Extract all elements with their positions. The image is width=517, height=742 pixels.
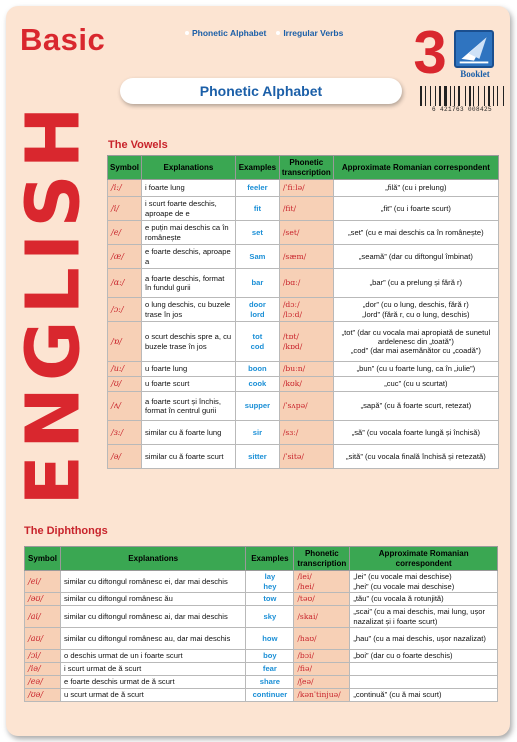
barcode-bar (469, 86, 471, 106)
correspondent-cell: „să” (cu vocala foarte lungă și închisă) (333, 421, 498, 445)
header-symbol: Symbol (108, 156, 142, 180)
phonetic-symbol: /i:/ (108, 180, 142, 197)
barcode-bar (480, 86, 483, 106)
barcode-bar (448, 86, 449, 106)
explanation-cell: e foarte deschis urmat de ă scurt (60, 676, 245, 689)
barcode-bar (452, 86, 454, 106)
phonetic-symbol: /i/ (108, 197, 142, 221)
phonetic-symbol: /iə/ (25, 663, 61, 676)
barcode-bar (467, 86, 468, 106)
phonetic-symbol: /e/ (108, 221, 142, 245)
diphthongs-title: The Diphthongs (24, 525, 108, 537)
barcode-bar (427, 86, 430, 106)
page-title: Phonetic Alphabet (120, 78, 402, 104)
explanation-cell: u scurt urmat de ă scurt (60, 689, 245, 702)
table-row (25, 650, 498, 663)
barcode (420, 86, 504, 114)
nav-item-phonetic[interactable]: Phonetic Alphabet (185, 28, 266, 38)
diphthongs-header-row (25, 547, 498, 571)
diphthongs-table (24, 546, 498, 702)
example-word: Sam (235, 245, 279, 269)
explanation-cell: similar cu diftongul românesc ai, dar mai deschis (60, 606, 245, 628)
header-explanations: Explanations (60, 547, 245, 571)
transcription-cell: /ˈsitə/ (279, 445, 333, 469)
example-word: cook (235, 377, 279, 392)
phonetic-symbol: /ʊə/ (25, 689, 61, 702)
correspondent-cell: „boi” (dar cu o foarte deschis) (350, 650, 498, 663)
transcription-cell: /ʃeə/ (294, 676, 350, 689)
phonetic-symbol: /ɔi/ (25, 650, 61, 663)
table-row (108, 221, 499, 245)
table-row (25, 689, 498, 702)
correspondent-cell: „seamă” (dar cu diftongul îmbinat) (333, 245, 498, 269)
example-word: boon (235, 362, 279, 377)
correspondent-cell (350, 663, 498, 676)
example-word: supper (235, 392, 279, 421)
transcription-cell: /bɔi/ (294, 650, 350, 663)
transcription-cell: /set/ (279, 221, 333, 245)
example-word: sky (246, 606, 294, 628)
transcription-cell: /sæm/ (279, 245, 333, 269)
barcode-bar (478, 86, 479, 106)
barcode-bar (488, 86, 490, 106)
correspondent-cell: „bar” (cu a prelung și fără r) (333, 269, 498, 298)
phonetic-symbol: /ɜ:/ (108, 421, 142, 445)
barcode-bar (437, 86, 438, 106)
transcription-cell: /fiə/ (294, 663, 350, 676)
example-word: lay hey (246, 571, 294, 593)
example-word: boy (246, 650, 294, 663)
barcode-bar (454, 86, 455, 106)
example-word: tot cod (235, 322, 279, 362)
vowels-title: The Vowels (108, 139, 168, 151)
example-word: sitter (235, 445, 279, 469)
barcode-bar (423, 86, 424, 106)
example-word: bar (235, 269, 279, 298)
explanation-cell: similar cu ă foarte scurt (141, 445, 235, 469)
explanation-cell: o scurt deschis spre a, cu buzele trase în jos (141, 322, 235, 362)
explanation-cell: o deschis urmat de un i foarte scurt (60, 650, 245, 663)
transcription-cell: /skai/ (294, 606, 350, 628)
barcode-bar (430, 86, 431, 106)
barcode-bar (473, 86, 474, 106)
vowels-header-row (108, 156, 499, 180)
booklet-logo-icon (454, 30, 494, 68)
example-word: fit (235, 197, 279, 221)
table-row (108, 269, 499, 298)
header-transcription: Phonetic transcription (279, 156, 333, 180)
transcription-cell: /sɜː/ (279, 421, 333, 445)
explanation-cell: e puțin mai deschis ca în românește (141, 221, 235, 245)
explanation-cell: e foarte deschis, aproape a (141, 245, 235, 269)
barcode-bars (420, 86, 504, 106)
table-row (25, 663, 498, 676)
phonetic-symbol: /aʊ/ (25, 628, 61, 650)
phonetic-symbol: /əʊ/ (25, 593, 61, 606)
correspondent-cell: „bun” (cu u foarte lung, ca în „iulie”) (333, 362, 498, 377)
phonetic-symbol: /eə/ (25, 676, 61, 689)
correspondent-cell: „fit” (cu i foarte scurt) (333, 197, 498, 221)
explanation-cell: similar cu ă foarte lung (141, 421, 235, 445)
correspondent-cell: „scai” (cu a mai deschis, mai lung, ușor nazalizat și i foarte scurt) (350, 606, 498, 628)
barcode-bar (450, 86, 451, 106)
vowels-table (107, 155, 499, 469)
booklet-label: Booklet (460, 69, 490, 79)
phonetic-symbol: /ɔ:/ (108, 298, 142, 322)
correspondent-cell (350, 676, 498, 689)
phonetic-symbol: /ei/ (25, 571, 61, 593)
barcode-bar (472, 86, 473, 106)
correspondent-cell: „lei” (cu vocale mai deschise) „hei” (cu vocale mai deschise) (350, 571, 498, 593)
correspondent-cell: „filă” (cu i prelung) (333, 180, 498, 197)
example-word: fear (246, 663, 294, 676)
barcode-bar (465, 86, 466, 106)
table-row (108, 445, 499, 469)
barcode-bar (435, 86, 436, 106)
explanation-cell: u foarte scurt (141, 377, 235, 392)
phonetic-symbol: /ə/ (108, 445, 142, 469)
barcode-bar (484, 86, 485, 106)
example-word: tow (246, 593, 294, 606)
header-symbol: Symbol (25, 547, 61, 571)
table-row (25, 676, 498, 689)
barcode-bar (461, 86, 464, 106)
transcription-cell: /buːn/ (279, 362, 333, 377)
transcription-cell: /ˈfiːlə/ (279, 180, 333, 197)
explanation-cell: i foarte lung (141, 180, 235, 197)
barcode-bar (442, 86, 443, 106)
barcode-bar (456, 86, 457, 106)
phonetic-symbol: /ʌ/ (108, 392, 142, 421)
correspondent-cell: „set” (cu e mai deschis ca în românește) (333, 221, 498, 245)
explanation-cell: a foarte deschis, format în fundul gurii (141, 269, 235, 298)
barcode-number: 6 421763 008425 (431, 106, 492, 113)
barcode-bar (486, 86, 487, 106)
transcription-cell: /təʊ/ (294, 593, 350, 606)
transcription-cell: /bɑː/ (279, 269, 333, 298)
correspondent-cell: „hau” (cu a mai deschis, ușor nazalizat) (350, 628, 498, 650)
phonetic-symbol: /ɑ:/ (108, 269, 142, 298)
correspondent-cell: „tău” (cu vocala ă rotunjită) (350, 593, 498, 606)
table-row (108, 180, 499, 197)
phonetic-symbol: /u:/ (108, 362, 142, 377)
example-word: how (246, 628, 294, 650)
nav-item-irregular-verbs[interactable]: Irregular Verbs (276, 28, 343, 38)
table-row (108, 298, 499, 322)
explanation-cell: a foarte scurt și închis, format în centrul gurii (141, 392, 235, 421)
header-explanations: Explanations (141, 156, 235, 180)
table-row (108, 197, 499, 221)
correspondent-cell: „tot” (dar cu vocala mai apropiată de sunetul ardelenesc din „toată”) „cod” (dar mai asemănător cu „coadă”) (333, 322, 498, 362)
table-row (108, 245, 499, 269)
explanation-cell: similar cu diftongul românesc ei, dar mai deschis (60, 571, 245, 593)
correspondent-cell: „cuc” (cu u scurtat) (333, 377, 498, 392)
barcode-bar (497, 86, 498, 106)
transcription-cell: /lei/ /hei/ (294, 571, 350, 593)
correspondent-cell: „dor” (cu o lung, deschis, fără r) „lord” (fără r, cu o lung, deschis) (333, 298, 498, 322)
barcode-bar (432, 86, 434, 106)
table-row (25, 571, 498, 593)
correspondent-cell: „sapă” (cu ă foarte scurt, retezat) (333, 392, 498, 421)
explanation-cell: similar cu diftongul românesc ău (60, 593, 245, 606)
example-word: set (235, 221, 279, 245)
table-row (108, 322, 499, 362)
barcode-bar (444, 86, 447, 106)
barcode-bar (493, 86, 495, 106)
explanation-cell: i scurt foarte deschis, aproape de e (141, 197, 235, 221)
table-row (108, 377, 499, 392)
vertical-title (11, 98, 98, 508)
transcription-cell: /dɔː/ /lɔːd/ (279, 298, 333, 322)
header-correspondent: Approximate Romanian correspondent (350, 547, 498, 571)
table-row (25, 593, 498, 606)
barcode-bar (475, 86, 477, 106)
transcription-cell: /haʊ/ (294, 628, 350, 650)
header-examples: Examples (246, 547, 294, 571)
explanation-cell: o lung deschis, cu buzele trase în jos (141, 298, 235, 322)
example-word: continuer (246, 689, 294, 702)
top-nav (185, 28, 343, 38)
transcription-cell: /kʊk/ (279, 377, 333, 392)
phonetic-symbol: /ai/ (25, 606, 61, 628)
correspondent-cell: „sită” (cu vocala finală închisă și retezată) (333, 445, 498, 469)
explanation-cell: i scurt urmat de ă scurt (60, 663, 245, 676)
transcription-cell: /ˈsʌpə/ (279, 392, 333, 421)
vertical-title-text: ENGLISH (11, 100, 98, 506)
barcode-bar (458, 86, 460, 106)
table-row (108, 392, 499, 421)
header-transcription: Phonetic transcription (294, 547, 350, 571)
phonetic-symbol: /ɒ/ (108, 322, 142, 362)
header-examples: Examples (235, 156, 279, 180)
transcription-cell: /kənˈtinjuə/ (294, 689, 350, 702)
example-word: share (246, 676, 294, 689)
barcode-bar (499, 86, 502, 106)
bullet-icon (185, 31, 189, 35)
example-word: door lord (235, 298, 279, 322)
barcode-bar (425, 86, 426, 106)
barcode-bar (420, 86, 422, 106)
header-correspondent: Approximate Romanian correspondent (333, 156, 498, 180)
transcription-cell: /fit/ (279, 197, 333, 221)
table-row (108, 421, 499, 445)
phonetic-symbol: /ʊ/ (108, 377, 142, 392)
explanation-cell: similar cu diftongul românesc au, dar mai deschis (60, 628, 245, 650)
correspondent-cell: „continuă” (cu ă mai scurt) (350, 689, 498, 702)
barcode-bar (439, 86, 441, 106)
table-row (108, 362, 499, 377)
barcode-bar (491, 86, 492, 106)
barcode-bar (495, 86, 496, 106)
phonetic-symbol: /æ/ (108, 245, 142, 269)
table-row (25, 628, 498, 650)
example-word: feeler (235, 180, 279, 197)
booklet-number: 3 (413, 19, 447, 86)
example-word: sir (235, 421, 279, 445)
transcription-cell: /tɒt/ /kɒd/ (279, 322, 333, 362)
brand-title: Basic (20, 22, 106, 57)
barcode-bar (503, 86, 504, 106)
bullet-icon (276, 31, 280, 35)
table-row (25, 606, 498, 628)
explanation-cell: u foarte lung (141, 362, 235, 377)
